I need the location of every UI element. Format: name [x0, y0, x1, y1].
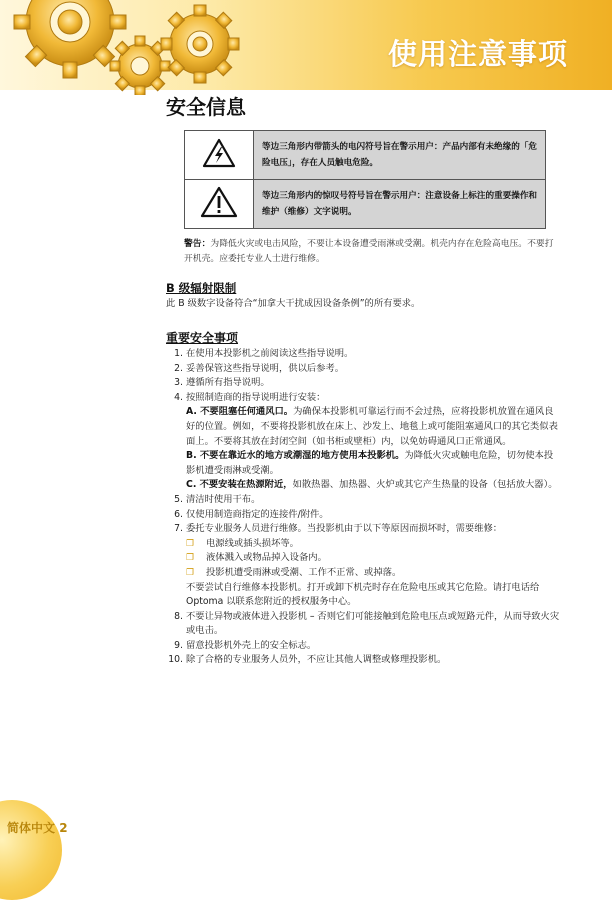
- exclamation-warning-icon: [200, 186, 238, 218]
- checkbox-bullet-icon: ❐: [186, 553, 195, 564]
- warning-symbols-table: [184, 130, 546, 229]
- list-number: 1.: [174, 348, 183, 359]
- bullet-item: [186, 551, 561, 566]
- table-cell: [185, 131, 254, 180]
- main-content: [166, 92, 561, 668]
- table-row: [185, 180, 546, 229]
- list-item-text: 不要让异物或液体进入投影机 – 否则它们可能接触到危险电压点或短路元件，从而导致火灾或电击。: [186, 610, 560, 637]
- checkbox-bullet-icon: ❐: [186, 567, 195, 578]
- section-heading-class-b: B 级辐射限制: [166, 281, 237, 295]
- electric-shock-warning-icon: [202, 138, 236, 168]
- sub-item-text: 如散热器、加热器、火炉或其它产生热量的设备（包括放大器）。: [292, 479, 558, 491]
- warning-note: [184, 237, 561, 267]
- table-cell: [185, 180, 254, 229]
- list-item-text: 仅使用制造商指定的连接件/附件。: [186, 508, 329, 520]
- sub-item-heading: B. 不要在靠近水的地方或潮湿的地方使用本投影机。: [186, 450, 405, 462]
- list-number: 9.: [174, 639, 183, 651]
- list-item: [166, 362, 561, 377]
- list-number: 5.: [174, 493, 183, 505]
- sub-item-heading: A. 不要阻塞任何通风口。: [186, 406, 294, 418]
- warning-label: 警告：: [184, 239, 211, 249]
- item7-tail-text: 不要尝试自行维修本投影机。打开或卸下机壳时存在危险电压或其它危险。请打电话给 Optoma 以联系您附近的授权服务中心。: [186, 581, 540, 608]
- list-item-text: 遵循所有指导说明。: [186, 377, 270, 389]
- warning-note-text: 为降低火灾或电击风险，不要让本设备遭受雨淋或受潮。机壳内存在危险高电压。不要打开机壳。应委托专业人士进行维修。: [184, 239, 554, 264]
- class-b-text: 此 B 级数字设备符合“加拿大干扰成因设备条例”的所有要求。: [166, 298, 421, 309]
- bullet-text: 液体溅入或物品掉入设备内。: [206, 552, 327, 564]
- list-item: [166, 653, 561, 668]
- sub-item-text: 为降低火灾或触电危险，切勿使本投影机遭受雨淋或受潮。: [186, 450, 554, 476]
- bullet-text: 电源线或插头损坏等。: [206, 537, 299, 549]
- list-item: [166, 508, 561, 523]
- sub-item: [186, 449, 561, 478]
- list-item: [166, 347, 561, 362]
- list-number: 4.: [174, 391, 183, 403]
- sub-item: [186, 405, 561, 449]
- list-item-text: 在使用本投影机之前阅读这些指导说明。: [186, 348, 354, 359]
- list-number: 6.: [174, 508, 183, 520]
- list-item-text: 清洁时使用干布。: [186, 493, 261, 505]
- list-item-text: 委托专业服务人员进行维修。当投影机由于以下等原因而损坏时，需要维修：: [186, 523, 503, 535]
- warning-text: 等边三角形内带箭头的电闪符号旨在警示用户：产品内部有未绝缘的「危险电压」，存在人员触电危险。: [254, 131, 546, 180]
- checkbox-bullet-icon: ❐: [186, 538, 195, 549]
- list-item-text: 按照制造商的指导说明进行安装：: [186, 391, 326, 403]
- list-number: 2.: [174, 362, 183, 374]
- bullet-item: [186, 537, 561, 552]
- list-item: [166, 391, 561, 493]
- footer-language: 简体中文: [7, 821, 56, 835]
- sub-item: [186, 478, 561, 493]
- page-title: 安全信息: [166, 95, 246, 119]
- footer-decoration: [0, 800, 62, 900]
- table-row: [185, 131, 546, 180]
- footer-page-label: [7, 819, 68, 836]
- list-item: [166, 493, 561, 508]
- list-item-text: 除了合格的专业服务人员外，不应让其他人调整或修理投影机。: [186, 654, 447, 666]
- warning-text: 等边三角形内的惊叹号符号旨在警示用户：注意设备上标注的重要操作和维护（维修）文字说明。: [254, 180, 546, 229]
- section-heading-safety: 重要安全事项: [166, 331, 239, 345]
- page-number: 2: [59, 821, 68, 835]
- list-item: [166, 639, 561, 654]
- list-item: [166, 610, 561, 639]
- list-number: 10.: [168, 654, 183, 666]
- bullet-text: 投影机遭受雨淋或受潮、工作不正常、或掉落。: [206, 566, 402, 578]
- list-item: [166, 376, 561, 391]
- list-number: 7.: [174, 523, 183, 535]
- gears-decoration-icon: [0, 0, 260, 95]
- list-item-text: 留意投影机外壳上的安全标志。: [186, 639, 317, 651]
- list-item: [166, 522, 561, 610]
- sub-item-heading: C. 不要安装在热源附近，: [186, 479, 293, 491]
- safety-list: [166, 347, 561, 668]
- list-item-text: 妥善保管这些指导说明，供以后参考。: [186, 362, 345, 374]
- chapter-title: 使用注意事项: [387, 37, 568, 71]
- bullet-item: [186, 566, 561, 581]
- sub-item-text: 为确保本投影机可靠运行而不会过热，应将投影机放置在通风良好的位置。例如，不要将投影机放在床上、沙发上、地毯上或可能阻塞通风口的其它类似表面上。不要将其放在封闭空间（如书柜或壁柜）内，以免妨碍通风口正常通风。: [186, 406, 558, 447]
- list-number: 3.: [174, 377, 183, 389]
- list-number: 8.: [174, 610, 183, 622]
